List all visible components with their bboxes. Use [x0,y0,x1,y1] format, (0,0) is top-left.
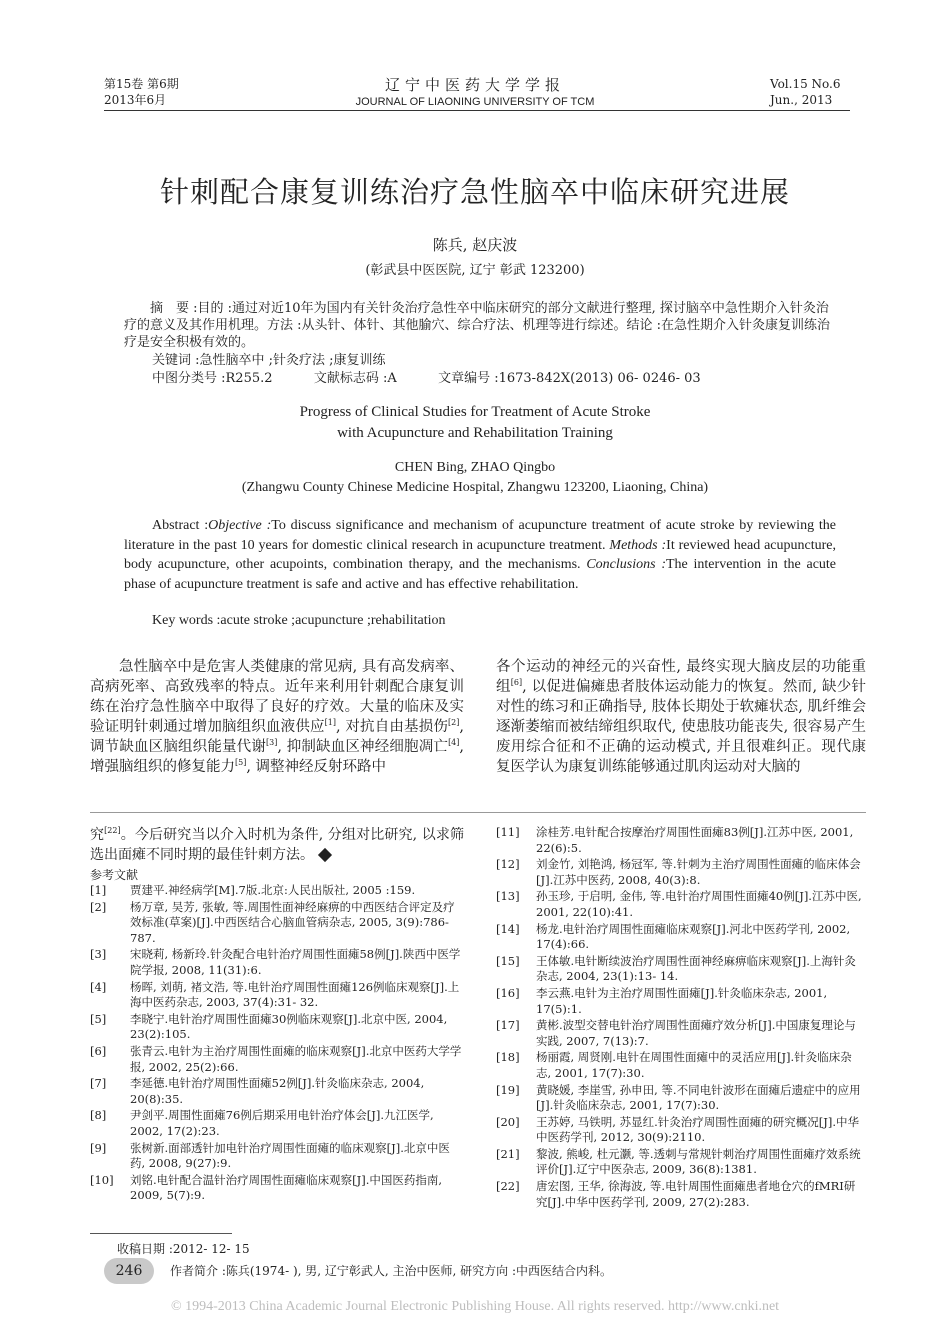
abstract-cn-text: 摘 要 :目的 :通过对近10年为国内有关针灸治疗急性卒中临床研究的部分文献进行整理, 探讨脑卒中急性期介入针灸治疗的意义及其作用机理。方法 :从头针、体针、其他腧穴、综合疗法、机理等进行综述。结论 :在急性期介入针灸康复训练治疗是安全积极有效的。 [124,301,831,350]
reference-text: 李晓宁.电针治疗周围性面瘫30例临床观察[J].北京中医, 2004, 23(2):105. [130,1011,448,1042]
page-break-rule [90,812,866,813]
objective-text: To discuss significance and mechanism of acupuncture treatment of acute stroke by reviewing the literature in the past 10 years for domestic clinical research in acupuncture treatment. [124,518,836,553]
keywords-en: Key words :acute stroke ;acupuncture ;rehabilitation [152,613,446,628]
reference-number: [21] [496,1146,520,1161]
abstract-cn [124,300,836,351]
reference-number: [16] [496,985,520,1000]
reference-text: 张树新.面部透针加电针治疗周围性面瘫的临床观察[J].北京中医药, 2008, 9(27):9. [130,1140,450,1171]
citation: [4] [448,738,460,747]
reference-item [90,883,464,899]
reference-item [496,954,866,985]
journal-name-cn: 辽宁中医药大学学报 [384,76,565,94]
reference-item [90,980,464,1011]
reference-text: 尹剑平.周围性面瘫76例后期采用电针治疗体会[J].九江医学, 2002, 17(2):23. [130,1108,434,1138]
reference-text: 杨丽霞, 周贤刚.电针在周围性面瘫中的灵活应用[J].针灸临床杂志, 2001, 17(7):30. [536,1050,852,1080]
reference-item [90,947,464,978]
end-mark-icon [318,848,332,862]
reference-item [496,1179,866,1210]
citation: [3] [266,738,278,747]
citation: [22] [104,826,121,835]
body-text: , 对抗自由基损伤 [336,719,449,735]
reference-number: [11] [496,825,520,839]
reference-number: [1] [90,883,107,897]
reference-text: 张青云.电针为主治疗周围性面瘫的临床观察[J].北京中医药大学学报, 2002, 25(2):66. [130,1043,462,1074]
article-affiliation: (彰武县中医医院, 辽宁 彰武 123200) [365,263,585,278]
reference-text: 杨晖, 刘萌, 褚文浩, 等.电针治疗周围性面瘫126例临床观察[J].上海中医药杂志, 2003, 37(4):31- 32. [130,979,460,1010]
reference-text: 王苏婷, 马铁明, 苏显红.针灸治疗周围性面瘫的研究概况[J].中华中医药学刊, 2012, 30(9):2110. [536,1114,860,1145]
reference-number: [2] [90,899,107,914]
reference-item [496,1083,866,1114]
reference-item [90,1076,464,1107]
reference-number: [9] [90,1140,107,1155]
reference-number: [10] [90,1172,114,1187]
reference-item [90,1141,464,1172]
reference-text: 刘金竹, 刘艳鸿, 杨冠军, 等.针刺为主治疗周围性面瘫的临床体会[J].江苏中医药, 2008, 40(3):8. [536,857,861,887]
references-left [90,883,464,1205]
objective-label: Objective : [208,518,272,533]
received-date: 收稿日期 :2012- 12- 15 [117,1242,250,1256]
reference-item [90,1012,464,1043]
body-text: , 调节缺血区脑组织能量代谢 [90,719,464,755]
reference-text: 杨龙.电针治疗周围性面瘫临床观察[J].河北中医药学刊, 2002, 17(4):66. [536,921,851,952]
reference-text: 孙玉珍, 于启明, 金伟, 等.电针治疗周围性面瘫40例[J].江苏中医, 2001, 22(10):41. [536,889,862,919]
reference-item [496,1115,866,1146]
references-right [496,825,866,1211]
article-title: 针刺配合康复训练治疗急性脑卒中临床研究进展 [159,175,790,209]
methods-text: It reviewed head acupuncture, body acupuncture, other acupoints, combination therapy, and the mechanisms. [124,537,836,572]
header-date-en: Jun., 2013 [770,93,833,107]
reference-item [90,900,464,947]
reference-text: 刘铭.电针配合温针治疗周围性面瘫临床观察[J].中国医药指南, 2009, 5(7):9. [130,1172,443,1203]
header-vol-en: Vol.15 No.6 [770,77,841,91]
reference-number: [12] [496,857,520,872]
page-number: 246 [104,1258,154,1284]
reference-text: 唐宏图, 王华, 徐海波, 等.电针周围性面瘫患者地仓穴的fMRI研究[J].中华中医药学刊, 2009, 27(2):283. [536,1179,856,1209]
english-title-line2: with Acupuncture and Rehabilitation Training [337,425,613,441]
reference-item [496,1018,866,1049]
reference-number: [20] [496,1114,520,1129]
reference-number: [7] [90,1076,107,1091]
conclusions-label: Conclusions : [586,557,666,572]
reference-text: 李云燕.电针为主治疗周围性面瘫[J].针灸临床杂志, 2001, 17(5):1. [536,985,828,1016]
author-intro: 作者简介 :陈兵(1974- ), 男, 辽宁彰武人, 主治中医师, 研究方向 :中西医结合内科。 [170,1264,613,1278]
body-left-column [90,657,464,777]
reference-item [496,889,866,920]
reference-text: 杨万章, 吴芳, 张敏, 等.周围性面神经麻痹的中西医结合评定及疗效标准(草案)[J].中西医结合心脑血管病杂志, 2005, 3(9):786- 787. [130,899,455,945]
methods-label: Methods : [609,537,667,553]
reference-number: [17] [496,1018,520,1033]
reference-item [496,986,866,1017]
reference-text: 李延德.电针治疗周围性面瘫52例[J].针灸临床杂志, 2004, 20(8):35. [130,1076,425,1106]
reference-number: [22] [496,1179,520,1194]
reference-item [496,922,866,953]
reference-number: [5] [90,1011,107,1026]
reference-number: [19] [496,1082,520,1097]
citation: [5] [235,758,247,767]
citation: [2] [448,718,460,727]
english-title [0,402,950,444]
references-title: 参考文献 [90,868,139,882]
reference-number: [14] [496,921,520,936]
body-text: 各个运动的神经元的兴奋性, 最终实现大脑皮层的功能重组 [496,659,866,695]
citation: [6] [510,678,523,687]
journal-name-en: JOURNAL OF LIAONING UNIVERSITY OF TCM [355,96,595,108]
reference-item [90,1108,464,1139]
header-date: 2013年6月 [104,93,167,107]
body-text: 究 [90,827,105,843]
reference-item [496,1147,866,1178]
body-text: 急性脑卒中是危害人类健康的常见病, 具有高发病率、高病死率、高致残率的特点。近年来利用针刺配合康复训练在治疗急性脑卒中取得了良好的疗效。大量的临床及实验证明针刺通过增加脑组织血液供应 [90,659,464,735]
body-continuation [90,825,464,865]
english-affiliation: (Zhangwu County Chinese Medicine Hospital, Zhangwu 123200, Liaoning, China) [241,480,709,495]
reference-number: [4] [90,979,107,994]
header-volume-en [770,76,841,108]
abstract-en [124,516,836,594]
english-authors: CHEN Bing, ZHAO Qingbo [394,460,556,475]
body-text: , 以促进偏瘫患者肢体运动能力的恢复。然而, 缺少针对性的练习和正确指导, 肢体长期处于软瘫状态, 肌纤维会逐渐萎缩而被结缔组织取代, 使患肢功能丧失, 很容易产生废用综合征和不正确的运动模式, 并且很难纠正。现代康复医学认为康复训练能够通过肌肉运动对大脑的 [496,679,866,775]
reference-number: [15] [496,953,520,968]
reference-number: [3] [90,947,107,962]
body-right-column [496,657,866,777]
reference-text: 涂桂芳.电针配合按摩治疗周围性面瘫83例[J].江苏中医, 2001, 22(6):5. [536,825,854,855]
reference-number: [8] [90,1108,107,1123]
reference-number: [13] [496,889,520,904]
reference-text: 王体敏.电针断续波治疗周围性面神经麻痹临床观察[J].上海针灸杂志, 2004, 23(1):13- 14. [536,953,856,984]
body-text: , 增强脑组织的修复能力 [90,739,465,775]
article-authors: 陈兵, 赵庆波 [432,236,518,254]
reference-item [496,857,866,888]
reference-item [90,1044,464,1075]
header-volume: 第15卷 第6期 [104,77,179,91]
conclusions-text: The intervention in the acute phase of acupuncture treatment is safe and active and has effective rehabilitation. [124,557,837,592]
reference-text: 宋晓莉, 杨新玲.针灸配合电针治疗周围性面瘫58例[J].陕西中医学院学报, 2008, 11(31):6. [130,947,461,977]
reference-number: [6] [90,1043,107,1058]
reference-text: 黎波, 熊峻, 杜元灏, 等.透刺与常规针刺治疗周围性面瘫疗效系统评价[J].辽宁中医杂志, 2009, 36(8):1381. [536,1146,861,1177]
keywords-cn: 关键词 :急性脑卒中 ;针灸疗法 ;康复训练 [152,353,386,368]
classification-line: 中图分类号 :R255.2 文献标志码 :A 文章编号 :1673-842X(2013) 06- 0246- 03 [152,371,701,386]
header-rule [104,110,850,111]
reference-text: 黄晓媛, 李崖雪, 孙申田, 等.不同电针波形在面瘫后遗症中的应用[J].针灸临床杂志, 2001, 17(7):30. [536,1082,861,1113]
reference-text: 贾建平.神经病学[M].7版.北京:人民出版社, 2005 :159. [130,883,416,897]
body-text: 。今后研究当以介入时机为条件, 分组对比研究, 以求筛选出面瘫不同时期的最佳针刺方法。 [90,827,464,863]
english-title-line1: Progress of Clinical Studies for Treatment of Acute Stroke [299,404,651,420]
reference-item [496,825,866,856]
copyright-watermark: © 1994-2013 China Academic Journal Electronic Publishing House. All rights reserved. http://www.cnki.net [170,1299,780,1314]
footnote-rule [90,1233,232,1234]
reference-text: 黄彬.波型交替电针治疗周围性面瘫疗效分析[J].中国康复理论与实践, 2007, 7(13):7. [536,1018,856,1048]
abstract-en-label: Abstract : [152,518,209,533]
reference-number: [18] [496,1050,520,1065]
body-text: , 抑制缺血区神经细胞凋亡 [277,739,449,755]
reference-item [496,1050,866,1081]
reference-item [90,1173,464,1204]
citation: [1] [324,718,336,727]
body-text: , 调整神经反射环路中 [246,759,387,775]
